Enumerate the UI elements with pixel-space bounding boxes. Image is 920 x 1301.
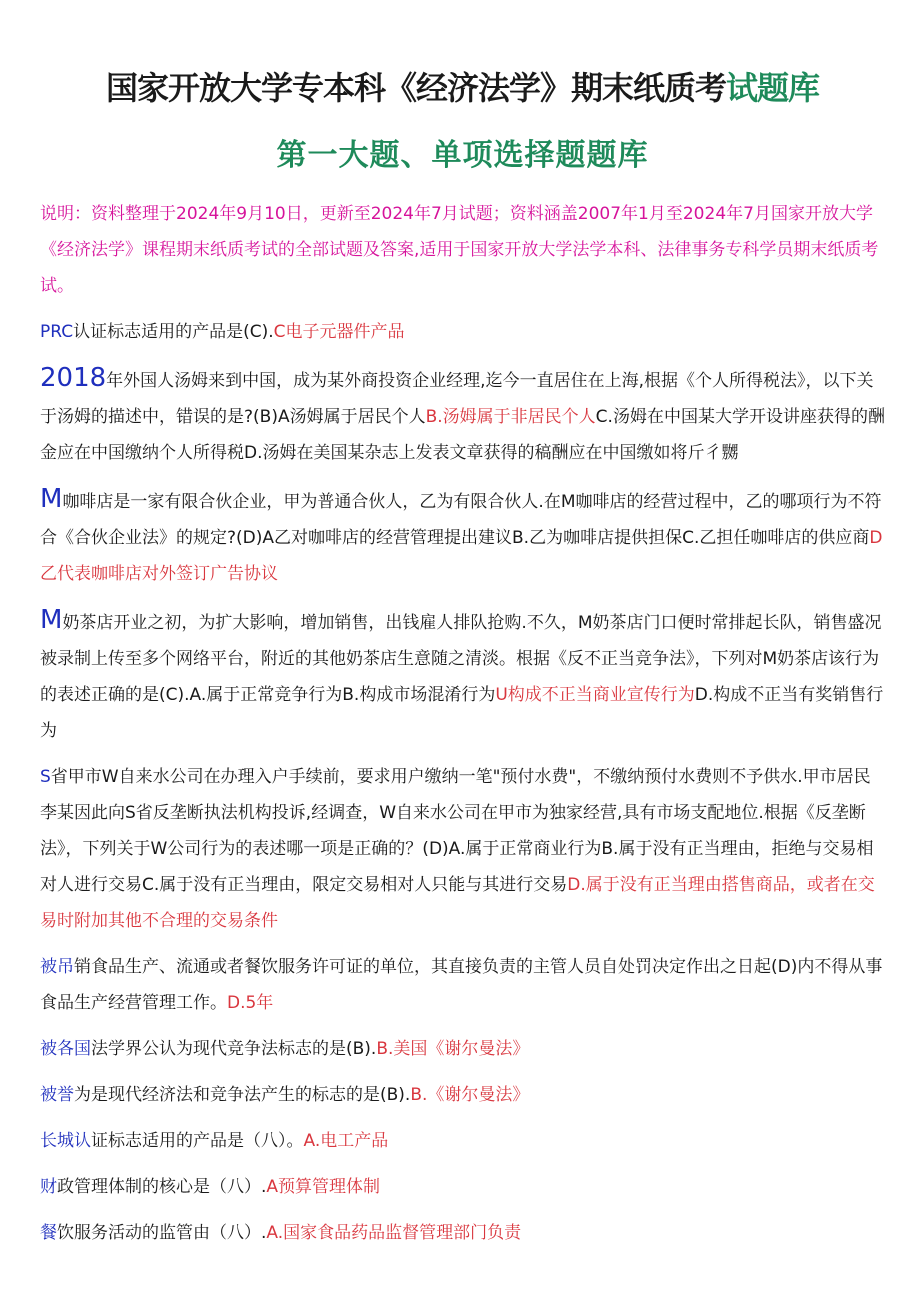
- question-item: [40, 1123, 885, 1159]
- question-lead: 被各国: [40, 1039, 91, 1059]
- question-lead: M: [40, 605, 63, 635]
- question-lead: 被吊: [40, 957, 74, 977]
- question-body: 饮服务活动的监管由（八）.: [57, 1223, 267, 1243]
- question-lead: S: [40, 767, 51, 787]
- question-answer: U构成不正当商业宣传行为: [495, 685, 695, 705]
- question-answer: B.美国《谢尔曼法》: [376, 1039, 530, 1059]
- question-item: [40, 1169, 885, 1205]
- question-lead: 餐: [40, 1223, 57, 1243]
- title-highlight: 试题库: [726, 69, 820, 107]
- question-body: 年外国人汤姆来到中国，成为某外商投资企业经理,迄今一直居住在上海,根据《个人所得税法》，以下关于汤姆的描述中，错误的是?(B)A汤姆属于居民个人: [40, 371, 874, 427]
- question-body: 认证标志适用的产品是(C).: [73, 322, 274, 342]
- document-note: 说明：资料整理于2024年9月10日，更新至2024年7月试题；资料涵盖2007年1月至2024年7月国家开放大学《经济法学》课程期末纸质考试的全部试题及答案,适用于国家开放大学法学本科、法律事务专科学员期末纸质考试。: [40, 204, 879, 296]
- question-body: 省甲市W自来水公司在办理入户手续前，要求用户缴纳一笔"预付水费"，不缴纳预付水费则不予供水.甲市居民李某因此向S省反垄断执法机构投诉,经调查，W自来水公司在甲市为独家经营,具有市场支配地位.根据《反垄断法》，下列关于W公司行为的表述哪一项是正确的？(D)A.属于正常商业行为B.属于没有正当理由，拒绝与交易相对人进行交易C.属于没有正当理由，限定交易相对人只能与其进行交易: [40, 767, 874, 895]
- document-page: [40, 0, 885, 1251]
- question-answer: B.汤姆属于非居民个人: [425, 407, 596, 427]
- question-answer: C电子元器件产品: [273, 322, 405, 342]
- document-title: [40, 60, 885, 116]
- question-body: 政管理体制的核心是（八）.: [57, 1177, 267, 1197]
- question-item: [40, 759, 885, 939]
- question-lead: 财: [40, 1177, 57, 1197]
- question-item: [40, 1077, 885, 1113]
- question-tail: D.构成不正当有奖销售行为: [40, 685, 884, 741]
- question-body: 销食品生产、流通或者餐饮服务许可证的单位，其直接负责的主管人员自处罚决定作出之日起(D)内不得从事食品生产经营管理工作。: [40, 957, 883, 1013]
- question-lead: M: [40, 484, 63, 514]
- question-lead: 长城认: [40, 1131, 91, 1151]
- question-body: 证标志适用的产品是（八）。: [91, 1131, 304, 1151]
- question-lead: 2018: [40, 363, 107, 393]
- question-lead: PRC: [40, 322, 74, 342]
- question-item: [40, 481, 885, 592]
- question-answer: D.5年: [227, 993, 274, 1013]
- question-answer: A预算管理体制: [266, 1177, 381, 1197]
- question-body: 咖啡店是一家有限合伙企业，甲为普通合伙人，乙为有限合伙人.在M咖啡店的经营过程中，乙的哪项行为不符合《合伙企业法》的规定?(D)A乙对咖啡店的经营管理提出建议B.乙为咖啡店提供担保C.乙担任咖啡店的供应商: [40, 492, 882, 548]
- question-item: [40, 949, 885, 1021]
- question-answer: D乙代表咖啡店对外签订广告协议: [40, 528, 883, 584]
- question-answer: A.电工产品: [303, 1131, 389, 1151]
- question-item: [40, 1031, 885, 1067]
- question-body: 为是现代经济法和竞争法产生的标志的是(B).: [74, 1085, 411, 1105]
- question-item: [40, 602, 885, 749]
- question-item: [40, 360, 885, 471]
- question-body: 法学界公认为现代竞争法标志的是(B).: [91, 1039, 377, 1059]
- question-body: 奶茶店开业之初，为扩大影响，增加销售，出钱雇人排队抢购.不久，M奶茶店门口便时常排起长队，销售盛况被录制上传至多个网络平台，附近的其他奶茶店生意随之清淡。根据《反不正当竞争法》，下列对M奶茶店该行为的表述正确的是(C).A.属于正常竞争行为B.构成市场混淆行为: [40, 613, 882, 705]
- question-item: [40, 314, 885, 350]
- question-item: [40, 1215, 885, 1251]
- question-tail: C.汤姆在中国某大学开设讲座获得的酬金应在中国缴纳个人所得税D.汤姆在美国某杂志上发表文章获得的稿酬应在中国缴如将斤彳嬲: [40, 407, 885, 463]
- question-answer: A.国家食品药品监督管理部门负责: [266, 1223, 522, 1243]
- section-subtitle: 第一大题、单项选择题题库: [276, 138, 649, 173]
- question-answer: B.《谢尔曼法》: [410, 1085, 530, 1105]
- title-main: 国家开放大学专本科《经济法学》期末纸质考: [105, 69, 726, 107]
- question-lead: 被誉: [40, 1085, 74, 1105]
- question-answer: D.属于没有正当理由搭售商品，或者在交易时附加其他不合理的交易条件: [40, 875, 875, 931]
